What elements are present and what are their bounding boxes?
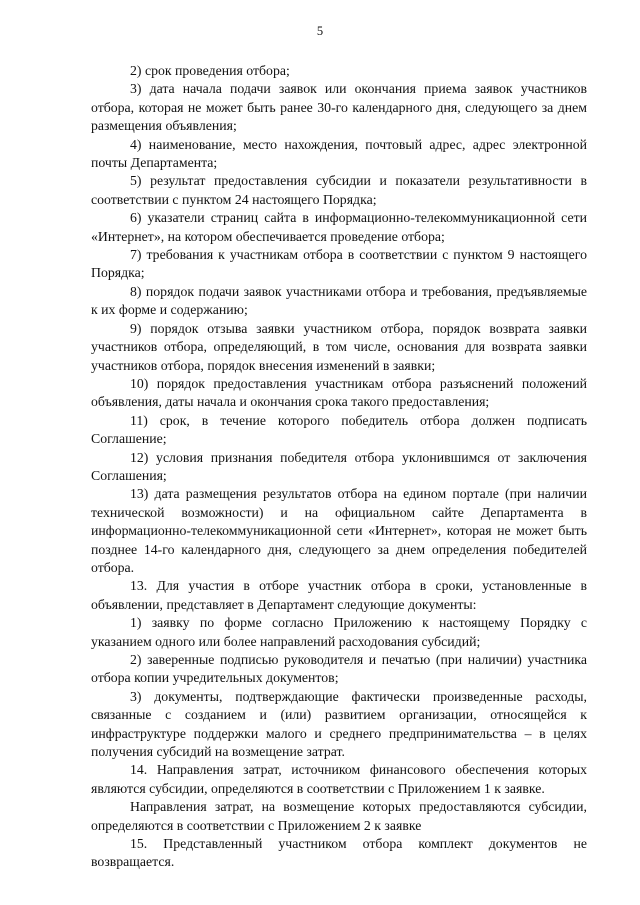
paragraph: 5) результат предоставления субсидии и показатели результативности в соответствии с пунктом 24 настоящего Порядка; [91,173,587,207]
paragraph: 13. Для участия в отборе участник отбора в сроки, установленные в объявлении, представляет в Департамент следующие документы: [91,578,587,612]
paragraph: 3) дата начала подачи заявок или окончания приема заявок участников отбора, которая не может быть ранее 30-го календарного дня, следующего за днем размещения объявления; [91,81,587,134]
paragraph: 3) документы, подтверждающие фактически произведенные расходы, связанные с созданием и (или) развитием организации, относящейся к инфраструктуре поддержки малого и среднего предпринимательства – в целях получения субсидий на возмещение затрат. [91,688,587,760]
paragraph: 9) порядок отзыва заявки участником отбора, порядок возврата заявки участников отбора, определяющий, в том числе, основания для возврата заявки участников отбора, порядок внесения изменений в заявки; [91,320,587,373]
paragraph: 12) условия признания победителя отбора уклонившимся от заключения Соглашения; [91,449,587,483]
paragraph: 8) порядок подачи заявок участниками отбора и требования, предъявляемые к их форме и содержанию; [91,283,587,318]
paragraph: 15. Представленный участником отбора комплект документов не возвращается. [91,836,587,870]
paragraph: Направления затрат, на возмещение которых предоставляются субсидии, определяются в соответствии с Приложением 2 к заявке [91,799,587,833]
paragraph: 14. Направления затрат, источником финансового обеспечения которых являются субсидии, определяются в соответствии с Приложением 1 к заявке. [91,762,587,796]
page-number: 5 [316,24,324,38]
paragraph: 2) заверенные подписью руководителя и печатью (при наличии) участника отбора копии учредительных документов; [91,652,587,686]
paragraph: 1) заявку по форме согласно Приложению к настоящему Порядку с указанием одного или более направлений расходования субсидий; [91,615,587,649]
paragraph: 7) требования к участникам отбора в соответствии с пунктом 9 настоящего Порядка; [91,247,587,281]
paragraph: 2) срок проведения отбора; [130,63,290,78]
paragraph: 13) дата размещения результатов отбора на едином портале (при наличии технической возможности) и на официальном сайте Департамента в информационно-телекоммуникационной сети «Интернет», которая не может быть позднее 14-го календарного дня, следующего за днем определения победителей отбора. [91,486,587,575]
paragraph: 4) наименование, место нахождения, почтовый адрес, адрес электронной почты Департамента; [91,136,587,171]
paragraph: 6) указатели страниц сайта в информационно-телекоммуникационной сети «Интернет», на котором обеспечивается проведение отбора; [91,210,587,244]
paragraph: 11) срок, в течение которого победитель отбора должен подписать Соглашение; [91,412,587,447]
paragraph: 10) порядок предоставления участникам отбора разъяснений положений объявления, даты начала и окончания срока такого предоставления; [91,375,587,410]
document-body [91,62,587,872]
